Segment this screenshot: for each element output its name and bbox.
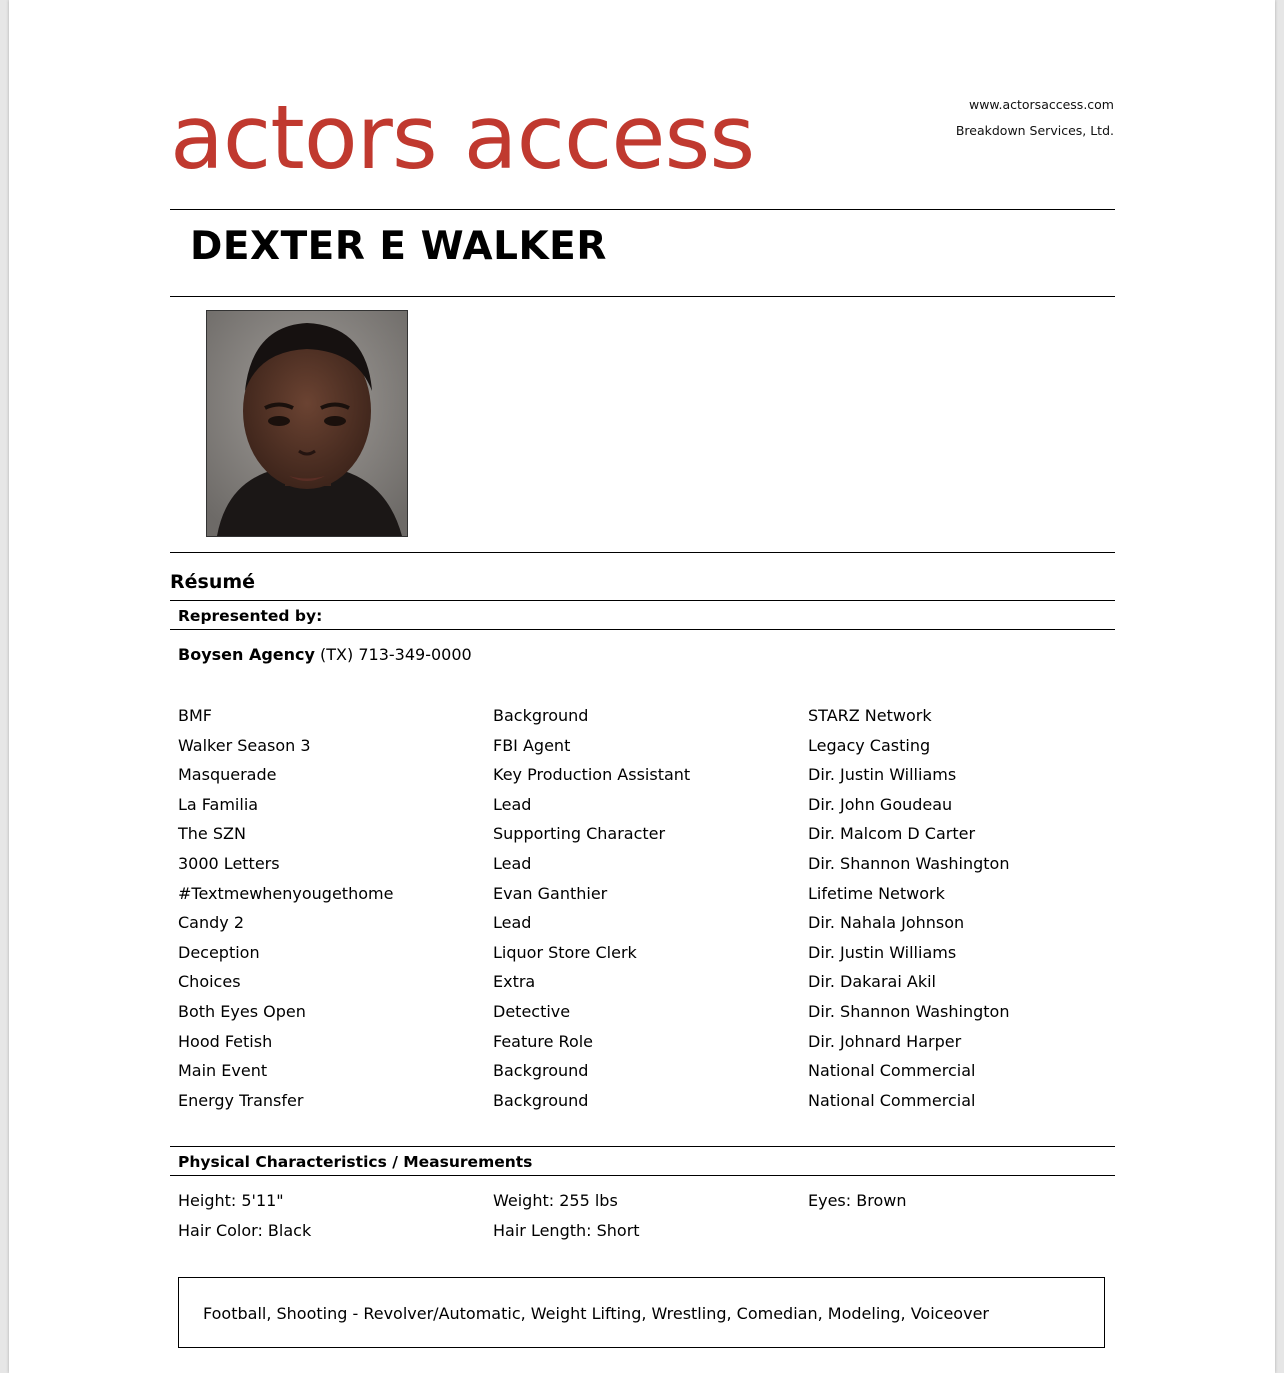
credit-role: Liquor Store Clerk — [493, 942, 637, 962]
credit-role: Lead — [493, 853, 532, 873]
credit-row — [178, 1059, 1118, 1089]
credit-note: Dir. Nahala Johnson — [808, 913, 965, 933]
credit-row — [178, 822, 1118, 852]
credit-note: Dir. Shannon Washington — [808, 1001, 1010, 1021]
credit-note: Lifetime Network — [808, 883, 945, 903]
credit-row — [178, 1030, 1118, 1060]
header-contact — [956, 92, 1114, 144]
credit-role: Evan Ganthier — [493, 883, 608, 903]
physical-row — [178, 1189, 1118, 1219]
hair-color-value: Hair Color: Black — [178, 1220, 312, 1240]
height-value: Height: 5'11" — [178, 1191, 284, 1210]
company-name: Breakdown Services, Ltd. — [955, 123, 1114, 138]
credits-table — [178, 704, 1118, 1118]
physical-label: Physical Characteristics / Measurements — [178, 1153, 533, 1171]
divider — [170, 1175, 1115, 1176]
credit-project: BMF — [178, 706, 212, 725]
skills-box: Football, Shooting - Revolver/Automatic, Weight Lifting, Wrestling, Comedian, Modeling, Voiceover — [178, 1277, 1105, 1348]
actor-name: DEXTER E WALKER — [190, 224, 607, 269]
divider — [170, 629, 1115, 630]
credit-row — [178, 763, 1118, 793]
credit-role: Background — [493, 706, 589, 725]
credit-project: La Familia — [178, 794, 259, 814]
credit-row — [178, 882, 1118, 912]
represented-by-label: Represented by: — [178, 607, 323, 625]
weight-value: Weight: 255 lbs — [493, 1191, 618, 1210]
divider — [170, 1146, 1115, 1147]
credit-note: Dir. John Goudeau — [808, 794, 953, 814]
credit-row — [178, 1089, 1118, 1119]
credit-note: Dir. Justin Williams — [808, 765, 957, 785]
credit-note: National Commercial — [808, 1090, 976, 1110]
credit-note: Legacy Casting — [808, 735, 931, 755]
credit-project: Hood Fetish — [178, 1031, 273, 1051]
divider — [170, 296, 1115, 297]
physical-table — [178, 1189, 1118, 1248]
credit-role: FBI Agent — [493, 735, 571, 755]
credit-note: STARZ Network — [808, 706, 932, 725]
credit-note: Dir. Dakarai Akil — [808, 972, 936, 992]
credit-note: Dir. Johnard Harper — [808, 1031, 962, 1051]
agency-detail: (TX) 713-349-0000 — [314, 645, 472, 664]
credit-row — [178, 734, 1118, 764]
credit-project: Candy 2 — [178, 913, 245, 933]
credit-row — [178, 793, 1118, 823]
credit-project: Energy Transfer — [178, 1090, 304, 1110]
credit-project: 3000 Letters — [178, 853, 280, 873]
empty-cell — [808, 1219, 1118, 1249]
website-link[interactable]: www.actorsaccess.com — [968, 97, 1114, 112]
divider — [170, 600, 1115, 601]
credit-role: Extra — [493, 972, 536, 992]
credit-note: Dir. Malcom D Carter — [808, 824, 976, 844]
agency-name: Boysen Agency — [178, 645, 315, 664]
credit-role: Feature Role — [493, 1031, 594, 1051]
credit-role: Supporting Character — [493, 824, 666, 844]
credit-role: Lead — [493, 913, 532, 933]
headshot-image — [207, 311, 407, 536]
credit-project: #Textmewhenyougethome — [178, 883, 394, 903]
credit-project: Both Eyes Open — [178, 1001, 306, 1021]
hair-length-value: Hair Length: Short — [493, 1220, 640, 1240]
credit-row — [178, 970, 1118, 1000]
credit-project: Choices — [178, 972, 241, 992]
credit-row — [178, 852, 1118, 882]
credit-role: Detective — [493, 1001, 571, 1021]
credit-note: National Commercial — [808, 1061, 976, 1081]
headshot-photo[interactable] — [206, 310, 408, 537]
credit-row — [178, 704, 1118, 734]
credit-note: Dir. Justin Williams — [808, 942, 957, 962]
credit-note: Dir. Shannon Washington — [808, 853, 1010, 873]
credit-row — [178, 941, 1118, 971]
agency-info — [178, 645, 472, 664]
divider — [170, 552, 1115, 553]
resume-page — [9, 0, 1275, 1373]
credit-project: The SZN — [178, 824, 246, 844]
credit-role: Background — [493, 1061, 589, 1081]
credit-role: Background — [493, 1090, 589, 1110]
credit-role: Lead — [493, 794, 532, 814]
credit-row — [178, 1000, 1118, 1030]
divider — [170, 209, 1115, 210]
eyes-value: Eyes: Brown — [808, 1191, 907, 1210]
credit-row — [178, 911, 1118, 941]
physical-row — [178, 1219, 1118, 1249]
actors-access-logo[interactable]: actors access — [170, 86, 755, 189]
credit-project: Main Event — [178, 1061, 268, 1081]
resume-heading: Résumé — [170, 571, 256, 593]
credit-role: Key Production Assistant — [493, 765, 691, 785]
credit-project: Deception — [178, 942, 260, 962]
credit-project: Masquerade — [178, 765, 277, 785]
credit-project: Walker Season 3 — [178, 735, 311, 755]
